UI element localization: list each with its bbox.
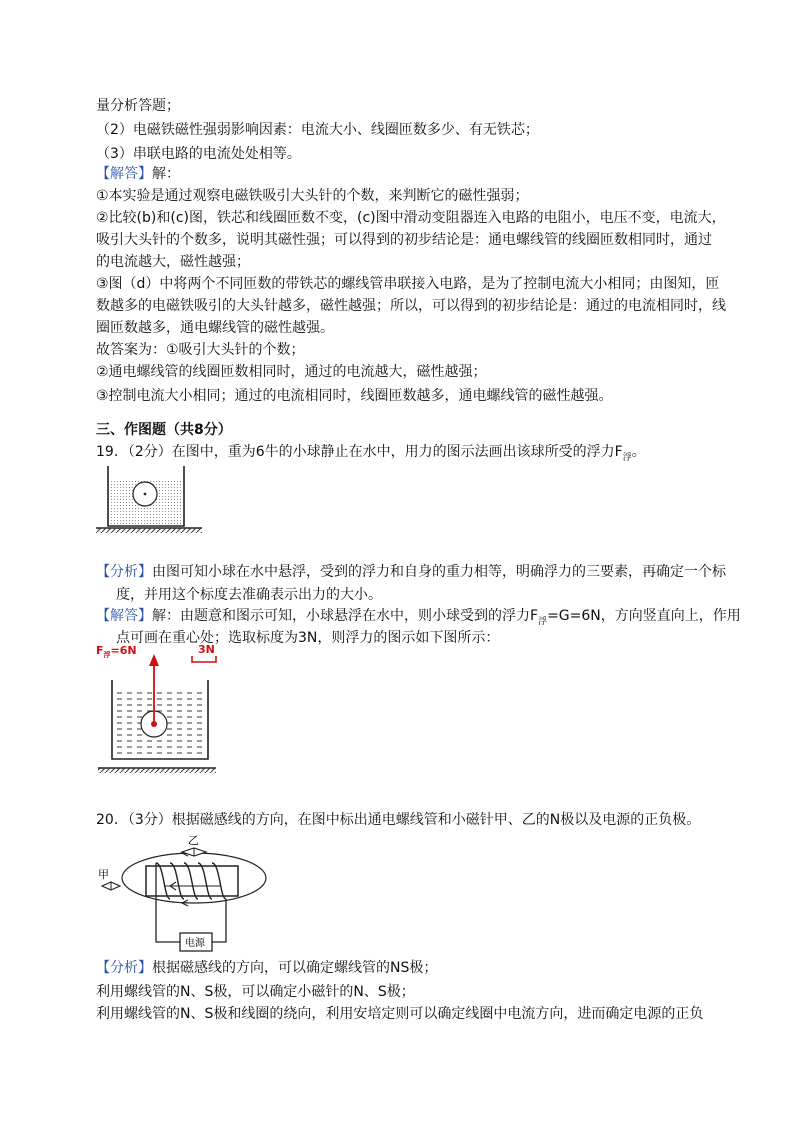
section-title: 三、作图题（共8分） [96, 422, 232, 438]
text-line: ③控制电流大小相同；通过的电流相同时，线圈匝数越多，通电螺线管的磁性越强。 [96, 388, 613, 404]
label-yi: 乙 [188, 834, 199, 847]
text-line [96, 164, 180, 184]
text-line: （3）串联电路的电流处处相等。 [96, 146, 301, 162]
q19-answer-figure [96, 642, 226, 774]
text-line: 吸引大头针的个数多，说明其磁性强；可以得到的初步结论是：通电螺线管的线圈匝数相同时，通过 [96, 232, 712, 248]
q20-figure [96, 830, 276, 956]
text-line: 数越多的电磁铁吸引的大头针越多，磁性越强；所以，可以得到的初步结论是：通过的电流相同时，线 [96, 298, 726, 314]
q20-analysis [96, 958, 437, 978]
text-fragment: 由图可知小球在水中悬浮，受到的浮力和自身的重力相等，明确浮力的三要素，再确定一个标 [152, 564, 726, 580]
text-line: ①本实验是通过观察电磁铁吸引大头针的个数，来判断它的磁性强弱； [96, 188, 529, 204]
text-line: 利用螺线管的N、S极和线圈的绕向，利用安培定则可以确定线圈中电流方向，进而确定电源的正负 [96, 1006, 704, 1022]
subscript: 浮 [622, 452, 632, 463]
text-line: ③图（d）中将两个不同匝数的带铁芯的螺线管串联接入电路，是为了控制电流大小相同；由图知，匝 [96, 276, 720, 292]
text-fragment: =G=6N，方向竖直向上，作用 [547, 608, 741, 624]
text-line: 量分析答题； [96, 98, 180, 114]
text-fragment: 根据磁感线的方向，可以确定螺线管的NS极； [152, 960, 438, 976]
text-line: 点可画在重心处；选取标度为3N，则浮力的图示如下图所示： [116, 630, 500, 646]
text-line: 的电流越大，磁性越强； [96, 254, 250, 270]
subscript: 浮 [538, 616, 548, 627]
text-fragment: 解： [152, 166, 180, 182]
text-line: 度，并用这个标度去准确表示出力的大小。 [116, 587, 382, 603]
label-power: 电源 [185, 938, 205, 949]
text-line: ②比较(b)和(c)图，铁芯和线圈匝数不变，(c)图中滑动变阻器连入电路的电阻小，电压不变，电流大， [96, 210, 726, 226]
answer-tag: 【解答】 [96, 166, 152, 182]
text-line: （2）电磁铁磁性强弱影响因素：电流大小、线圈匝数多少、有无铁芯； [96, 122, 539, 138]
label-jia: 甲 [98, 868, 109, 881]
text-fragment: 解：由题意和图示可知，小球悬浮在水中，则小球受到的浮力F [152, 608, 539, 624]
question-20: 20．（3分）根据磁感线的方向，在图中标出通电螺线管和小磁针甲、乙的N极以及电源的正负极。 [96, 812, 701, 828]
text-line: 故答案为：①吸引大头针的个数； [96, 342, 305, 358]
q19-analysis [96, 562, 726, 582]
text-line: 圈匝数越多，通电螺线管的磁性越强。 [96, 320, 334, 336]
text-line: 利用螺线管的N、S极，可以确定小磁针的N、S极； [96, 984, 415, 1000]
force-label: $F_浮=6N$ [96, 644, 137, 659]
text-line: ②通电螺线管的线圈匝数相同时，通过的电流越大，磁性越强； [96, 364, 487, 380]
text-fragment: 19．（2分）在图中，重为6牛的小球静止在水中，用力的图示法画出该球所受的浮力F [96, 444, 623, 460]
q19-figure [92, 462, 212, 536]
analysis-tag: 【分析】 [96, 564, 152, 580]
text-fragment: 。 [631, 444, 646, 460]
analysis-tag: 【分析】 [96, 960, 152, 976]
answer-tag: 【解答】 [96, 608, 152, 624]
scale-label: 3N [198, 643, 215, 656]
